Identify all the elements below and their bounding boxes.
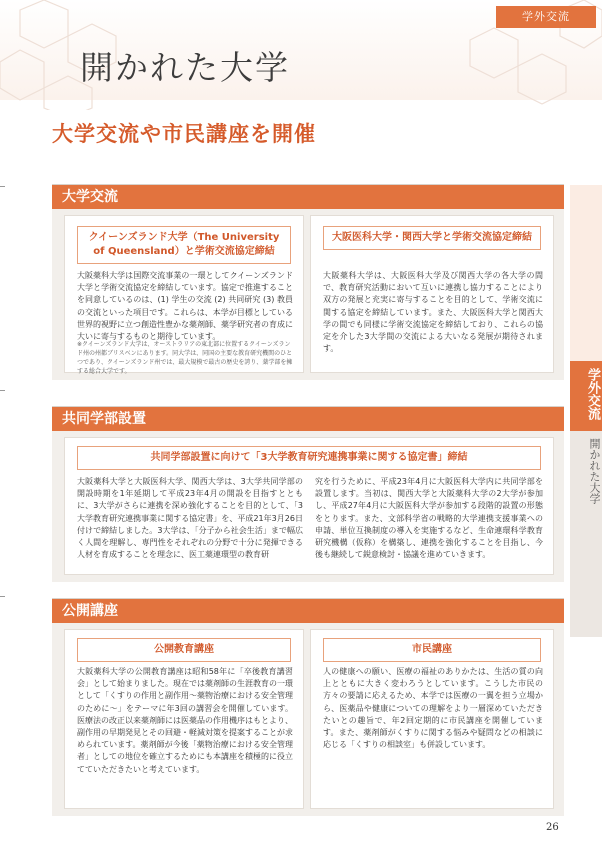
margin-mark [0,186,5,187]
page-title: 開かれた大学 [80,48,290,87]
margin-mark [0,596,5,597]
queensland-panel [64,215,304,373]
joint-faculty-body-right: 究を行うために、平成23年4月に大阪医科大学内に共同学部を設置します。当初は、関西大学と大阪薬科大学の2大学が参加し、平成27年4月に大阪医科大学が参加する段階的設置の形態をとります。また、文部科学省の戦略的大学連携支援事業への申請、単位互換制度の導入を実施するなど、生命連環科学教育研究機構（仮称）を構築し、連携を強化することを目指し、今後も継続して鋭意検討・協議を進めていきます。 [315,477,543,560]
page-number: 26 [546,822,559,833]
osaka-kansai-title: 大阪医科大学・関西大学と学術交流協定締結 [323,226,541,250]
osaka-kansai-panel [310,215,554,373]
joint-faculty-body-left: 大阪薬科大学と大阪医科大学、関西大学は、3大学共同学部の開設時期を1年延期して平成23年4月の開設を目指すとともに、3大学がさらに連携を深め強化することを目的として、「3大学教育研究連携事業に関する協定書」を、平成21年3月26日付けで締結しました。3大学は、「分子から社会生活」まで幅広く人間を理解し、専門性をそれぞれの分野で十分に発揮できる人材を育成することを理念に、医工薬連環型の教育研 [77,477,303,560]
exchange-section [52,184,564,380]
margin-mark [0,390,5,391]
section-heading: 大学交流や市民講座を開催 [52,122,316,146]
open-education-body: 大阪薬科大学の公開教育講座は昭和58年に「卒後教育講習会」として始まりました。現在では薬剤師の生涯教育の一環として「くすりの作用と副作用～薬物治療における安全管理のために～」をテーマに年3回の講習会を開催しています。医療法の改正以来薬剤師には医薬品の作用機序はもとより、副作用の早期発見とその回避・軽減対策を提案することが求められています。薬剤師が今後「薬物治療における安全管理者」としての地位を確立するためにも本講座を積極的に役立てていただきたいと考えています。 [77,667,293,774]
queensland-title: クイーンズランド大学（The University of Queensland）と学術交流協定締結 [77,226,291,264]
joint-faculty-title: 共同学部設置に向けて「3大学教育研究連携事業に関する協定書」締結 [77,446,541,470]
open-education-panel [64,629,304,809]
queensland-note: ※クイーンズランド大学は、オーストラリアの東北部に位置するクイーンズランド州の州都ブリスベンにあります。同大学は、同国の主要な教育研究機関のひとつであり、クイーンズランド州では、最大規模で最古の歴史を誇り、薬学部を擁する総合大学です。 [77,341,293,375]
joint-faculty-section-label: 共同学部設置 [52,407,564,431]
lectures-section [52,598,564,816]
queensland-body: 大阪薬科大学は国際交流事業の一環としてクイーンズランド大学と学術交流協定を締結しています。協定で推進することを同意しているのは、(1) 学生の交流 (2) 共同研究 (3) 教員の交流といった項目です。これらは、本学が目標としている世界的視野に立つ創造性豊かな薬剤師、薬学研究者の育成に大いに寄与するものと期待しています。 [77,271,293,342]
open-education-title: 公開教育講座 [77,638,291,662]
osaka-kansai-body: 大阪薬科大学は、大阪医科大学及び関西大学の各大学の間で、教育研究活動において互いに連携し協力することにより双方の発展と充実に寄与することを目的として、学術交流に関する協定を締結しています。また、大阪医科大学と関西大学の間でも同様に学術交流協定を締結しており、これらの協定を介した3大学間の交流による大いなる発展が期待されます。 [323,271,543,354]
side-index-upper [570,185,602,361]
exchange-section-label: 大学交流 [52,185,564,209]
side-index-sub-label: 開かれた大学 [588,438,601,504]
citizen-lecture-panel [310,629,554,809]
citizen-lecture-body: 人の健康への願い、医療の福祉のありかたは、生活の質の向上とともに大きく変わろうとしています。こうした市民の方々の要請に応えるため、本学では医療の一翼を担う立場から、医薬品や健康についての理解をより一層深めていただきたいとの趣旨で、年2回定期的に市民講座を開催しています。また、薬剤師がくすりに関する悩みや疑問などの相談に応じる「くすりの相談室」も併設しています。 [323,667,543,750]
joint-faculty-panel [64,437,554,575]
side-index-active-label: 学外交流 [585,368,600,420]
citizen-lecture-title: 市民講座 [323,638,541,662]
category-tab: 学外交流 [496,6,596,28]
joint-faculty-section [52,406,564,582]
lectures-section-label: 公開講座 [52,599,564,623]
